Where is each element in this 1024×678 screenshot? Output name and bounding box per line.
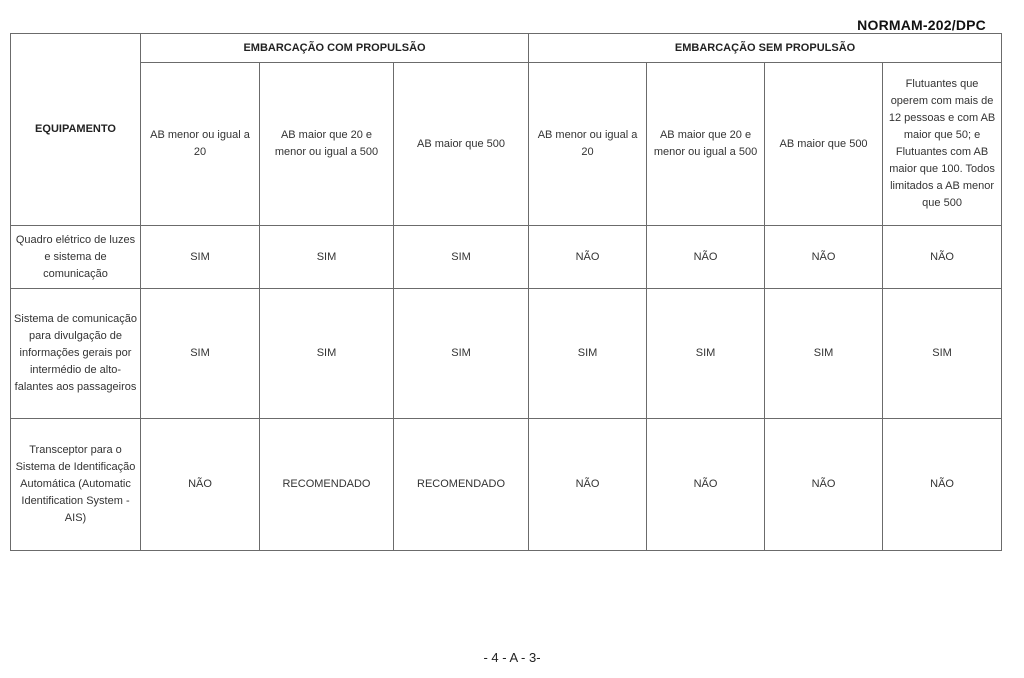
table-cell: SIM [141,289,260,419]
column-header-row [11,63,1002,226]
table-row [11,419,1002,551]
page-number: - 4 - A - 3- [483,650,541,665]
table-cell: SIM [647,289,765,419]
equipment-header: EQUIPAMENTO [11,34,141,226]
group-header-row [11,34,1002,63]
column-header: AB maior que 20 e menor ou igual a 500 [647,63,765,226]
table-cell: NÃO [647,419,765,551]
column-header: AB menor ou igual a 20 [141,63,260,226]
table-cell: NÃO [529,226,647,289]
column-header: AB maior que 500 [394,63,529,226]
table-cell: RECOMENDADO [394,419,529,551]
table-cell: NÃO [647,226,765,289]
group-with-propulsion: EMBARCAÇÃO COM PROPULSÃO [141,34,529,63]
table-row [11,226,1002,289]
table-cell: SIM [394,226,529,289]
column-header: AB menor ou igual a 20 [529,63,647,226]
table-cell: SIM [260,289,394,419]
row-label: Sistema de comunicação para divulgação de informações gerais por intermédio de alto-falantes aos passageiros [11,289,141,419]
table-cell: SIM [141,226,260,289]
column-header: Flutuantes que operem com mais de 12 pessoas e com AB maior que 50; e Flutuantes com AB maior que 100. Todos limitados a AB menor que 500 [883,63,1002,226]
group-without-propulsion: EMBARCAÇÃO SEM PROPULSÃO [529,34,1002,63]
table-cell: NÃO [765,226,883,289]
column-header: AB maior que 20 e menor ou igual a 500 [260,63,394,226]
equipment-table [10,33,1002,551]
table-cell: NÃO [765,419,883,551]
row-label: Quadro elétrico de luzes e sistema de comunicação [11,226,141,289]
table-cell: SIM [883,289,1002,419]
table-cell: NÃO [883,226,1002,289]
table-cell: NÃO [883,419,1002,551]
row-label: Transceptor para o Sistema de Identificação Automática (Automatic Identification System - AIS) [11,419,141,551]
table-cell: SIM [529,289,647,419]
table-row [11,289,1002,419]
table-cell: NÃO [141,419,260,551]
table-cell: RECOMENDADO [260,419,394,551]
table-cell: NÃO [529,419,647,551]
table-cell: SIM [765,289,883,419]
document-code: NORMAM-202/DPC [857,17,986,33]
column-header: AB maior que 500 [765,63,883,226]
table-cell: SIM [260,226,394,289]
table-cell: SIM [394,289,529,419]
